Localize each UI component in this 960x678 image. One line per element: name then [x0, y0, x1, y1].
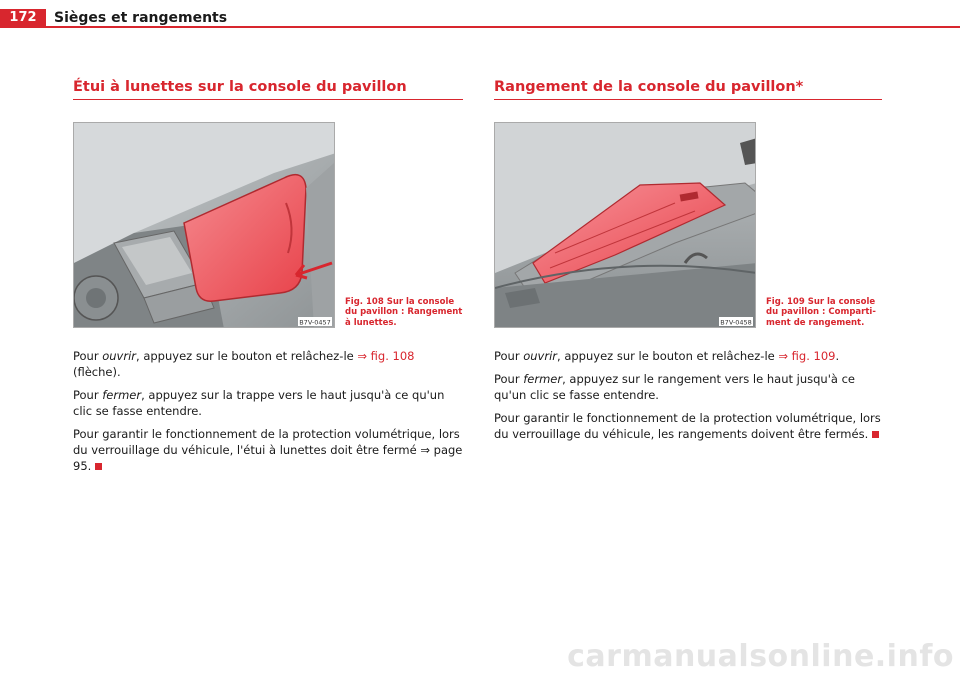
figure-caption: Fig. 109 Sur la console du pavillon : Comparti-ment de rangement. — [766, 296, 876, 328]
page-number: 172 — [0, 9, 46, 27]
paragraph-protection: Pour garantir le fonctionnement de la protection volumétrique, lors du verrouillage du véhicule, les rangements doivent être fermés. — [494, 411, 881, 441]
page-title: Sièges et rangements — [54, 10, 228, 26]
figure-image-roof-storage — [494, 122, 756, 328]
figure-link[interactable]: ⇒ fig. 109 — [778, 349, 836, 363]
paragraph-close: Pour fermer, appuyez sur la trappe vers le haut jusqu'à ce qu'un clic se fasse entendre. — [73, 388, 445, 418]
figure-caption: Fig. 108 Sur la console du pavillon : Rangement à lunettes. — [345, 296, 463, 328]
end-mark-icon — [95, 463, 102, 470]
paragraph-close: Pour fermer, appuyez sur le rangement vers le haut jusqu'à ce qu'un clic se fasse entendre. — [494, 372, 855, 402]
paragraph-open: Pour ouvrir, appuyez sur le bouton et relâchez-le ⇒ fig. 108 (flèche). — [73, 349, 415, 379]
figure-code: B7V-0458 — [720, 318, 752, 327]
figure-link[interactable]: ⇒ fig. 108 — [357, 349, 415, 363]
figure-108 — [73, 122, 463, 328]
figure-code: B7V-0457 — [299, 318, 331, 327]
section-glasses-case — [73, 78, 463, 481]
section-body — [73, 348, 463, 474]
paragraph-open: Pour ouvrir, appuyez sur le bouton et relâchez-le ⇒ fig. 109. — [494, 349, 840, 363]
section-title: Étui à lunettes sur la console du pavillon — [73, 78, 463, 100]
page-header — [0, 0, 960, 28]
figure-image-glasses-case — [73, 122, 335, 328]
header-rule — [0, 26, 960, 28]
section-roof-storage — [494, 78, 882, 449]
figure-109 — [494, 122, 882, 328]
section-body — [494, 348, 882, 442]
section-title: Rangement de la console du pavillon* — [494, 78, 882, 100]
paragraph-protection: Pour garantir le fonctionnement de la protection volumétrique, lors du verrouillage du véhicule, l'étui à lunettes doit être fermé ⇒ page 95. — [73, 427, 463, 473]
end-mark-icon — [872, 431, 879, 438]
watermark: carmanualsonline.info — [567, 639, 954, 674]
